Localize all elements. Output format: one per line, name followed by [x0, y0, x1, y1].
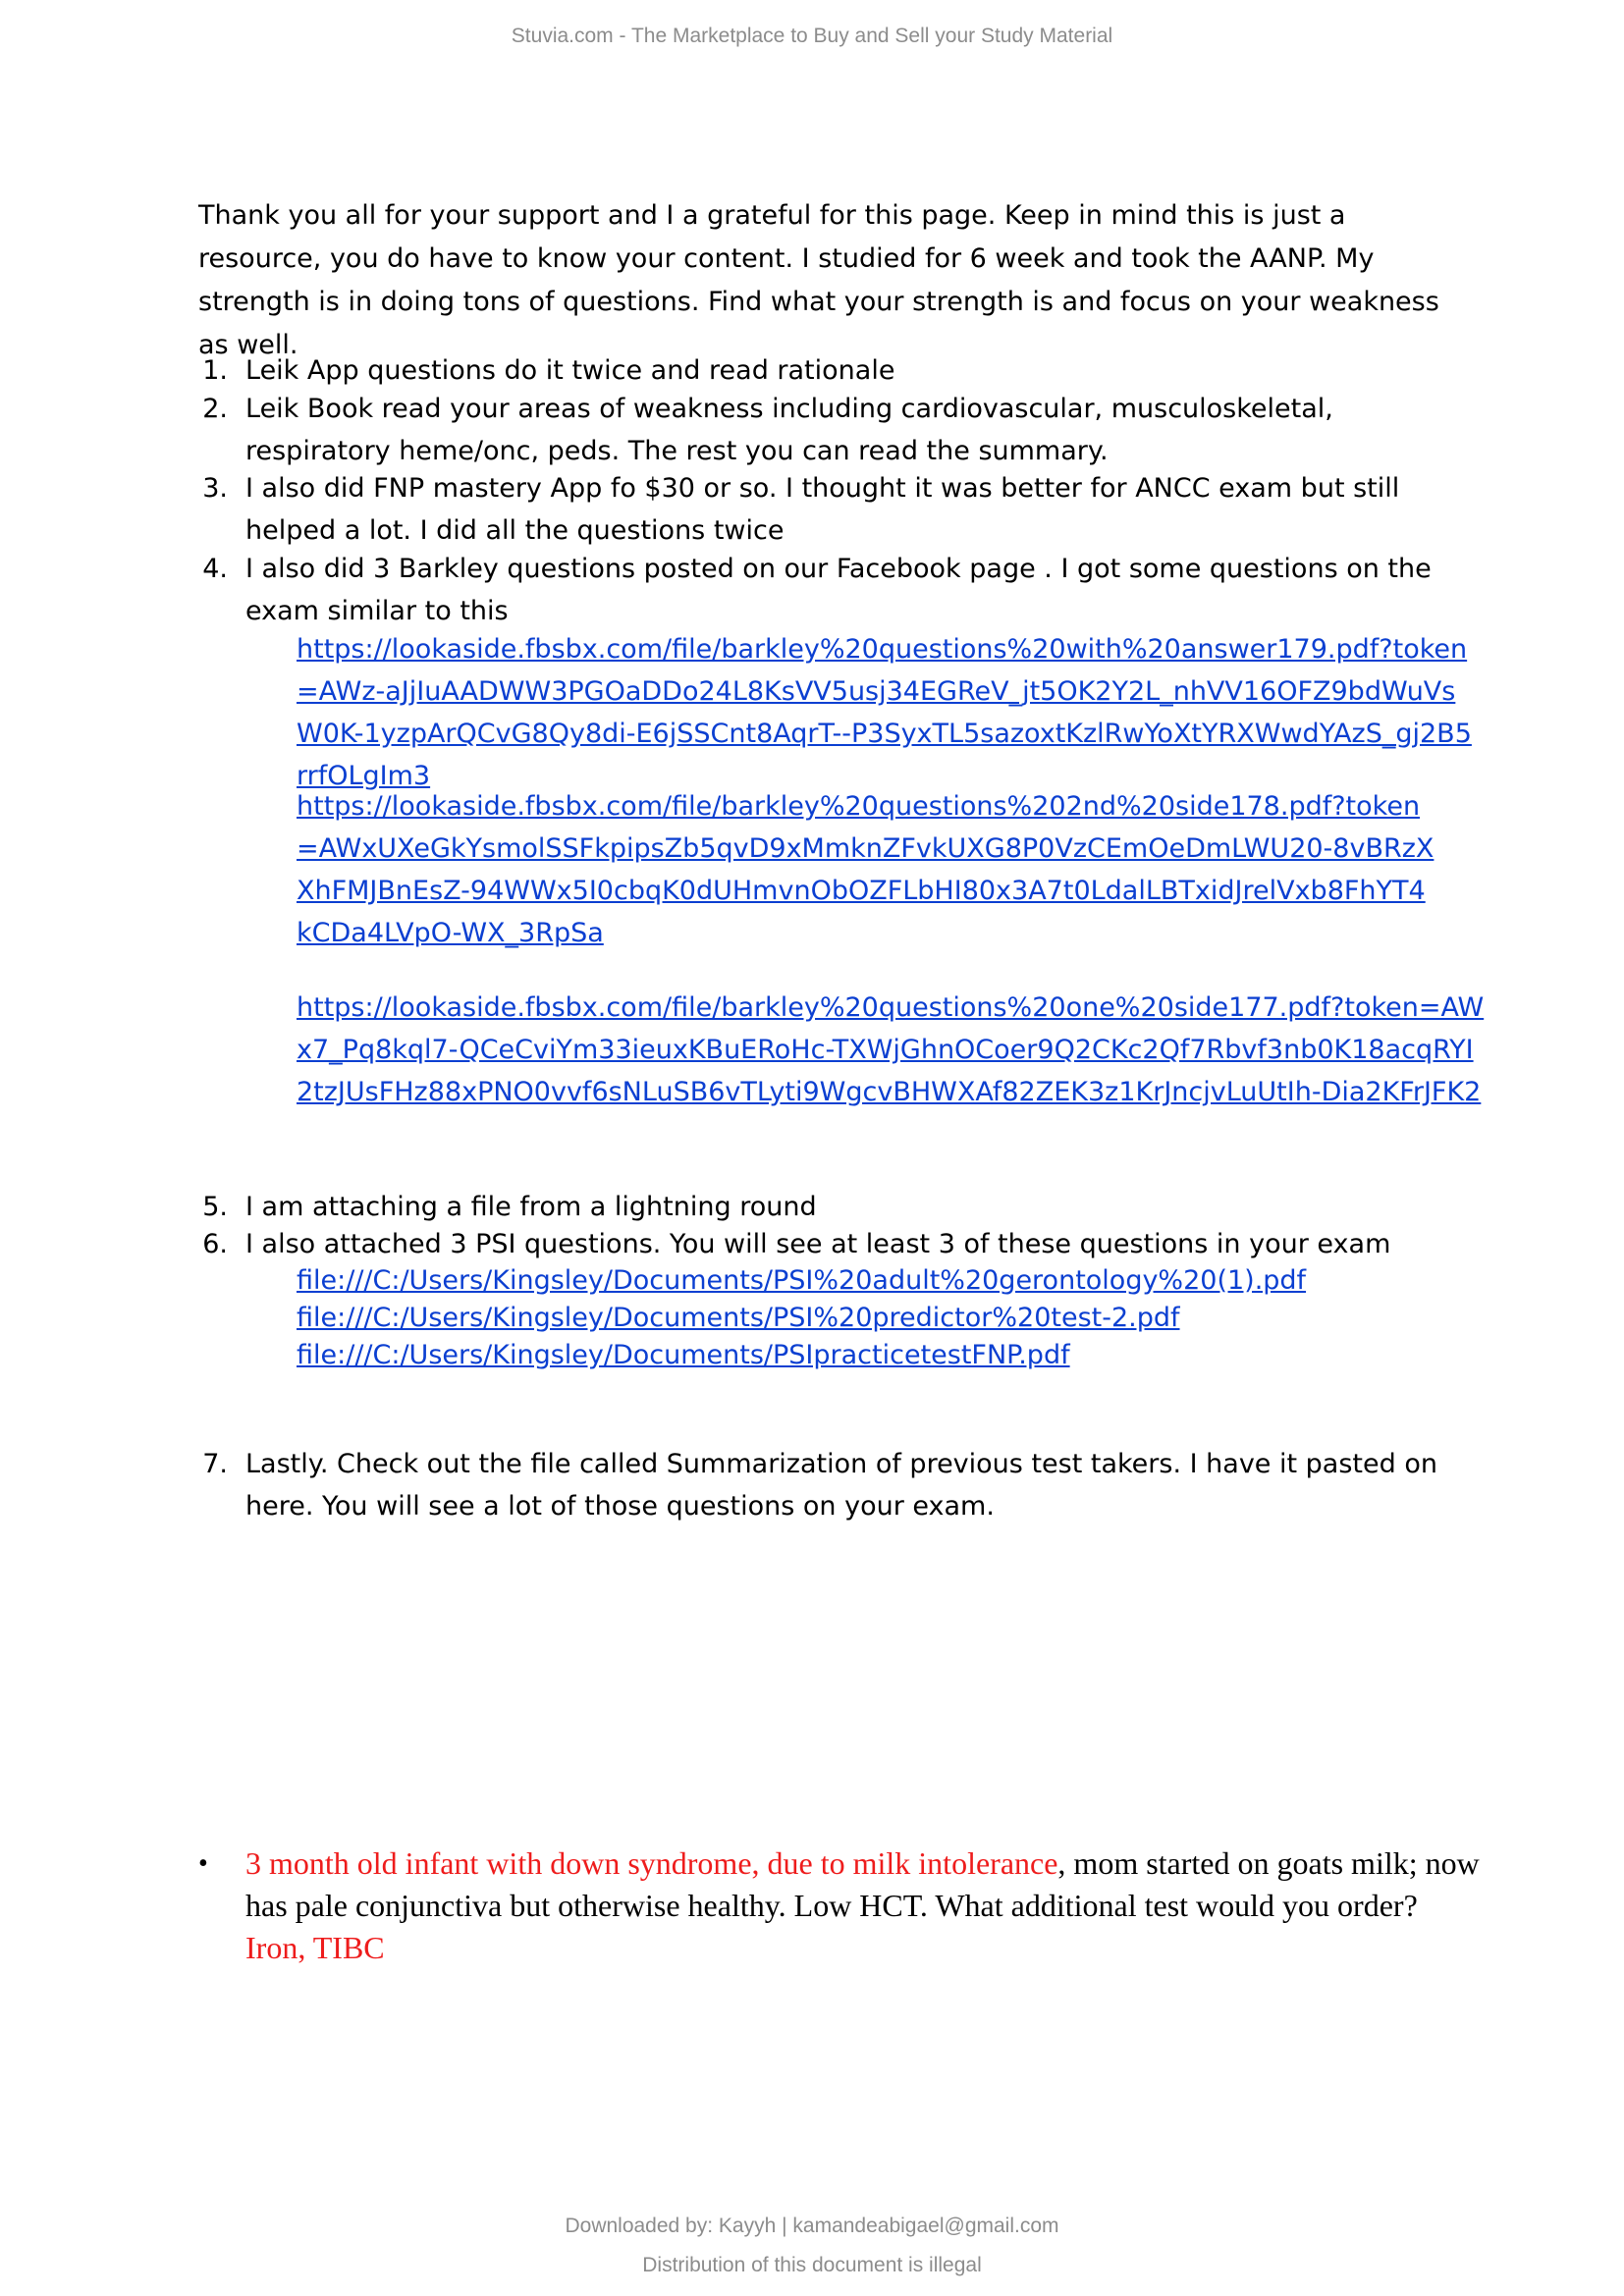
list-item-5 — [202, 1186, 1483, 1228]
list-item-4 — [202, 548, 1483, 632]
bullet-dot: • — [198, 1848, 208, 1879]
question-stem: , mom started on goats milk; now has pale conjunctiva but otherwise healthy. Low HCT. What additional test would you order? — [245, 1845, 1480, 1923]
barkley-link-3[interactable]: https://lookaside.fbsbx.com/file/barkley%20questions%20one%20side177.pdf?token=AWx7_Pq8kql7-QCeCviYm33ieuxKBuERoHc-TXWjGhnOCoer9Q2CKc2Qf7Rbvf3nb0K18acqRYI2tzJUsFHz88xPNO0vvf6sNLuSB6vTLyti9WgcvBHWXAf82ZEK3z1KrJncjvLuUtIh-Dia2KFrJFK2 — [297, 992, 1485, 1107]
list-item-text: I am attaching a file from a lightning round — [245, 1192, 817, 1222]
list-number: 1. — [202, 355, 228, 386]
psi-link-3[interactable]: file:///C:/Users/Kingsley/Documents/PSIpracticetestFNP.pdf — [297, 1340, 1070, 1370]
intro-paragraph: Thank you all for your support and I a grateful for this page. Keep in mind this is just a resource, you do have to know your content. I studied for 6 week and took the AANP. My strength is in doing tons of questions. Find what your strength is and focus on your weakness as well. — [198, 200, 1439, 360]
list-item-2 — [202, 388, 1483, 472]
list-item-1 — [202, 349, 1483, 392]
list-item-text: I also did FNP mastery App fo $30 or so. I thought it was better for ANCC exam but still helped a lot. I did all the questions twice — [245, 473, 1400, 546]
psi-links-block — [297, 1262, 1475, 1374]
list-item-text: Leik Book read your areas of weakness including cardiovascular, musculoskeletal, respiratory heme/onc, peds. The rest you can read the summary. — [245, 394, 1333, 466]
list-number: 3. — [202, 473, 228, 504]
question-bullet-item — [198, 1842, 1483, 1969]
barkley-link-1-block — [297, 628, 1475, 797]
question-stem-highlight: 3 month old infant with down syndrome, due to milk intolerance — [245, 1845, 1058, 1881]
psi-link-2[interactable]: file:///C:/Users/Kingsley/Documents/PSI%20predictor%20test-2.pdf — [297, 1303, 1180, 1333]
barkley-link-1[interactable]: https://lookaside.fbsbx.com/file/barkley%20questions%20with%20answer179.pdf?token=AWz-aJjIuAADWW3PGOaDDo24L8KsVV5usj34EGReV_jt5OK2Y2L_nhVV16OFZ9bdWuVsW0K-1yzpArQCvG8Qy8di-E6jSSCnt8AqrT--P3SyxTL5sazoxtKzlRwYoXtYRXWwdYAzS_gj2B5rrfOLgIm3 — [297, 634, 1472, 791]
barkley-link-2-block — [297, 785, 1435, 954]
list-item-text: I also did 3 Barkley questions posted on our Facebook page . I got some questions on the exam similar to this — [245, 554, 1432, 626]
list-number: 6. — [202, 1229, 228, 1259]
list-item-6 — [202, 1223, 1483, 1265]
barkley-link-2[interactable]: https://lookaside.fbsbx.com/file/barkley%20questions%202nd%20side178.pdf?token=AWxUXeGkYsmolSSFkpipsZb5qvD9xMmknZFvkUXG8P0VzCEmOeDmLWU20-8vBRzXXhFMJBnEsZ-94WWx5I0cbqK0dUHmvnObOZFLbHI80x3A7t0LdalLBTxidJrelVxb8FhYT4kCDa4LVpO-WX_3RpSa — [297, 791, 1435, 948]
list-number: 5. — [202, 1192, 228, 1222]
list-item-text: Leik App questions do it twice and read rationale — [245, 355, 895, 386]
list-item-7 — [202, 1443, 1483, 1527]
download-notice: Downloaded by: Kayyh | kamandeabigael@gmail.com — [565, 2215, 1059, 2237]
list-number: 2. — [202, 394, 228, 424]
list-number: 7. — [202, 1449, 228, 1479]
stuvia-header-watermark: Stuvia.com - The Marketplace to Buy and Sell your Study Material — [511, 25, 1113, 47]
list-item-text: Lastly. Check out the file called Summarization of previous test takers. I have it pasted on here. You will see a lot of those questions on your exam. — [245, 1449, 1437, 1522]
barkley-link-3-block — [297, 987, 1485, 1113]
question-answer: Iron, TIBC — [245, 1930, 385, 1965]
distribution-notice: Distribution of this document is illegal — [642, 2254, 982, 2276]
list-item-3 — [202, 467, 1483, 552]
list-number: 4. — [202, 554, 228, 584]
psi-link-1[interactable]: file:///C:/Users/Kingsley/Documents/PSI%20adult%20gerontology%20(1).pdf — [297, 1265, 1307, 1296]
list-item-text: I also attached 3 PSI questions. You will see at least 3 of these questions in your exam — [245, 1229, 1391, 1259]
